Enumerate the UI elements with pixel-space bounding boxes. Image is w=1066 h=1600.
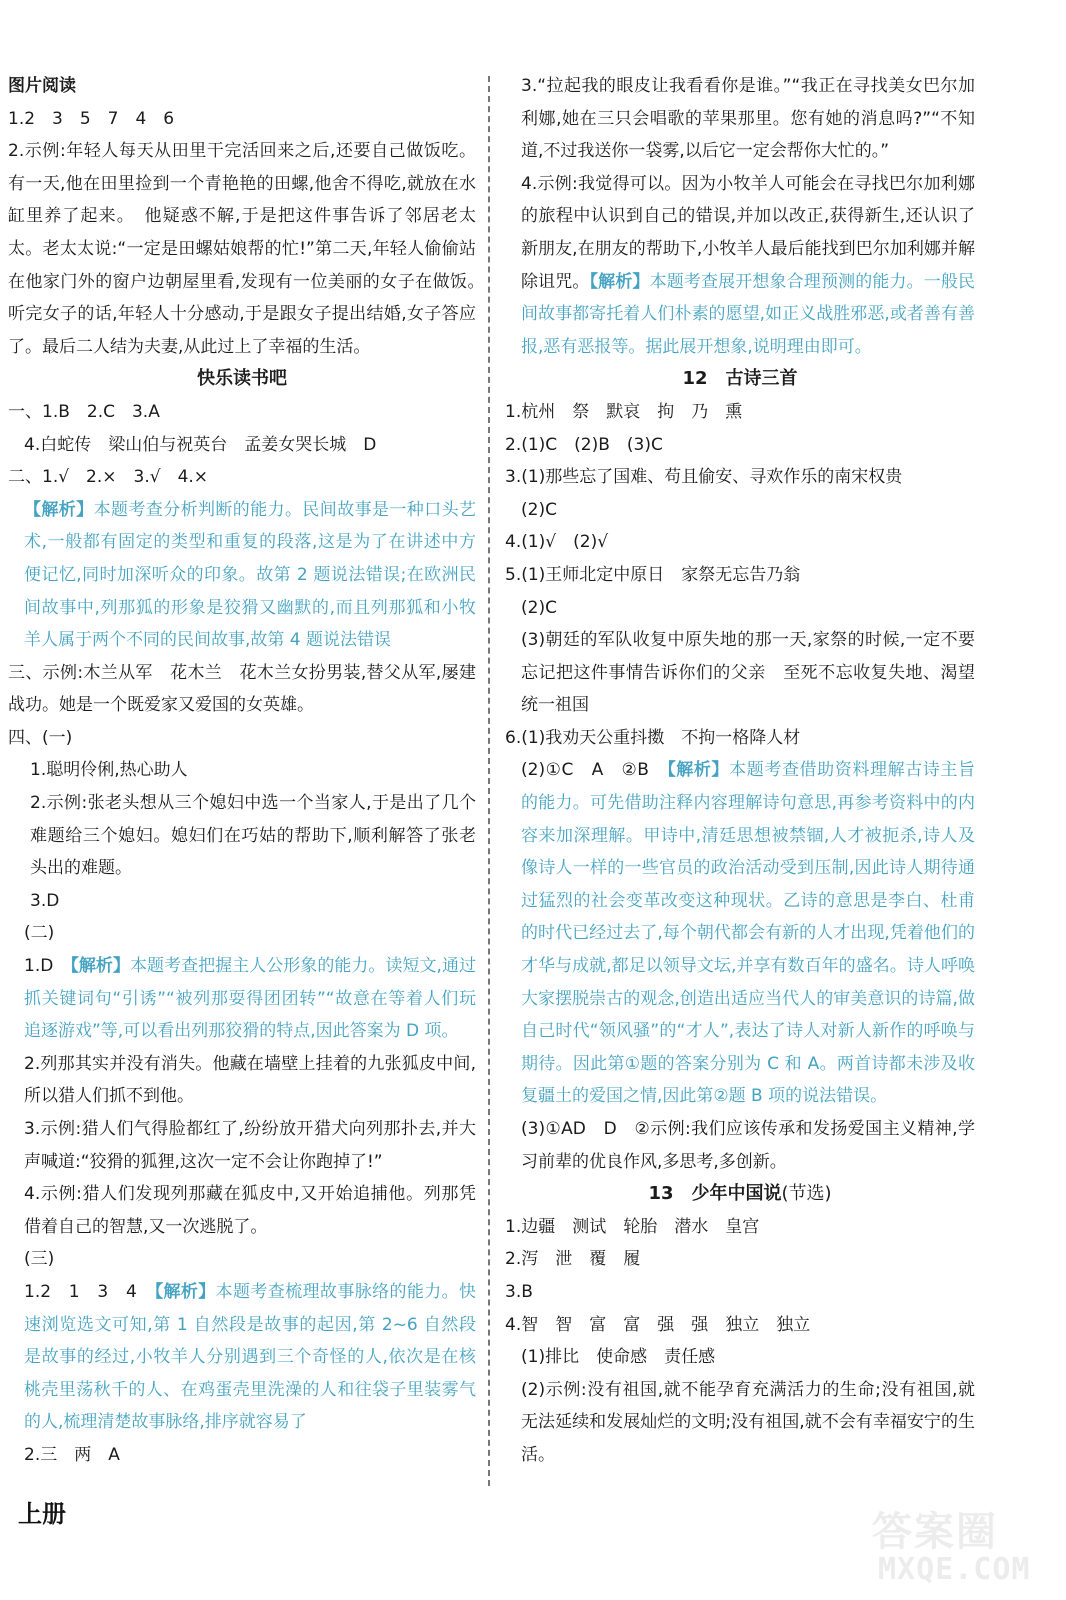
answer-line: 3.D bbox=[30, 890, 60, 911]
watermark-logo: 答案圈 bbox=[872, 1508, 998, 1555]
volume-label: 上册 bbox=[18, 1500, 66, 1528]
analysis-block bbox=[505, 754, 975, 1113]
analysis-text: 本题考查梳理故事脉络的能力。快速浏览选文可知,第 1 自然段是故事的起因,第 2~6 自然段是故事的经过,小牧羊人分别遇到三个奇怪的人,依次是在核桃壳里荡秋千的人、在鸡蛋壳里洗澡的人和往袋子里装雾气的人,梳理清楚故事脉络,排序就容易了 bbox=[24, 1281, 477, 1433]
left-column bbox=[8, 70, 493, 1472]
answer-line: (2)C bbox=[521, 499, 557, 520]
answer-paragraph: (3)朝廷的军队收复中原失地的那一天,家祭的时候,一定不要忘记把这件事情告诉你们的父亲 至死不忘收复失地、渴望统一祖国 bbox=[521, 630, 975, 716]
answer-prefix: (2)①C A ②B bbox=[521, 760, 668, 781]
answer-line: (2)C bbox=[521, 597, 557, 618]
lesson-title-13 bbox=[505, 1178, 975, 1211]
subsection-label: (二) bbox=[24, 923, 55, 944]
analysis-tag: 【解析】 bbox=[154, 1281, 216, 1302]
answer-line: 4.白蛇传 梁山伯与祝英台 孟姜女哭长城 D bbox=[24, 434, 377, 455]
answer-line: 四、(一) bbox=[8, 727, 73, 748]
answer-line: 1.杭州 祭 默哀 拘 乃 熏 bbox=[505, 401, 743, 422]
column-divider bbox=[488, 76, 490, 1486]
answer-paragraph: (2)示例:没有祖国,就不能孕育充满活力的生命;没有祖国,就无法延续和发展灿烂的文明;没有祖国,就不会有幸福安宁的生活。 bbox=[521, 1379, 975, 1465]
answer-paragraph: 4.示例:猎人们发现列那藏在狐皮中,又开始追捕他。列那凭借着自己的智慧,又一次逃脱了。 bbox=[24, 1184, 476, 1237]
answer-line: 二、1.√ 2.× 3.√ 4.× bbox=[8, 467, 209, 488]
answer-paragraph: 三、示例:木兰从军 花木兰 花木兰女扮男装,替父从军,屡建战功。她是一个既爱家又爱国的女英雄。 bbox=[8, 662, 476, 716]
analysis-tag: 【解析】 bbox=[589, 271, 650, 292]
answer-line: 4.智 智 富 富 强 强 独立 独立 bbox=[505, 1314, 811, 1335]
answer-line: 3.(1)那些忘了国难、苟且偷安、寻欢作乐的南宋权贵 bbox=[505, 467, 903, 488]
analysis-block bbox=[8, 1276, 476, 1439]
answer-paragraph: 3.“拉起我的眼皮让我看看你是谁。”“我正在寻找美女巴尔加利娜,她在三只会唱歌的苹果那里。您有她的消息吗?”“不知道,不过我送你一袋雾,以后它一定会帮你大忙的。” bbox=[521, 76, 975, 162]
analysis-tag: 【解析】 bbox=[24, 499, 94, 520]
analysis-block bbox=[8, 950, 476, 1048]
answer-line: 2.泻 泄 覆 履 bbox=[505, 1249, 641, 1270]
analysis-block bbox=[8, 494, 476, 657]
section-title-happy-reading: 快乐读书吧 bbox=[197, 368, 287, 390]
analysis-text: 本题考查分析判断的能力。民间故事是一种口头艺术,一般都有固定的类型和重复的段落,这是为了在讲述中方便记忆,同时加深听众的印象。故第 2 题说法错误;在欧洲民间故事中,列那狐的形象是狡猾又幽默的,而且列那狐和小牧羊人属于两个不同的民间故事,故第 4 题说法错误 bbox=[24, 499, 477, 651]
answer-line: 1.2 3 5 7 4 6 bbox=[8, 108, 175, 129]
analysis-text: 本题考查把握主人公形象的能力。读短文,通过抓关键词句“引诱”“被列那耍得团团转”“故意在等着人们玩追逐游戏”等,可以看出列那狡猾的特点,因此答案为 D 项。 bbox=[24, 956, 477, 1042]
answer-prefix: 1.2 1 3 4 bbox=[24, 1281, 155, 1302]
answer-text: 4.示例:我觉得可以。因为小牧羊人可能会在寻找巴尔加利娜的旅程中认识到自己的错误,并加以改正,获得新生,还认识了新朋友,在朋友的帮助下,小牧羊人最后能找到巴尔加利娜并解除诅咒。 bbox=[521, 173, 975, 292]
answer-line: (1)排比 使命感 责任感 bbox=[521, 1347, 716, 1368]
analysis-text: 本题考查借助资料理解古诗主旨的能力。可先借助注释内容理解诗句意思,再参考资料中的内容来加深理解。甲诗中,清廷思想被禁锢,人才被扼杀,诗人及像诗人一样的一些官员的政治活动受到压制,因此诗人期待通过猛烈的社会变革改变这种现状。乙诗的意思是李白、杜甫的时代已经过去了,每个朝代都会有新的人才出现,凭着他们的才华与成就,都足以领导文坛,并享有数百年的盛名。诗人呼唤大家摆脱崇古的观念,创造出适应当代人的审美意识的诗篇,做自己时代“领风骚”的“才人”,表达了诗人对新人新作的呼唤与期待。因此第①题的答案分别为 C 和 A。两首诗都未涉及收复疆土的爱国之情,因此第②题 B 项的说法错误。 bbox=[521, 760, 976, 1107]
answer-paragraph: 2.示例:年轻人每天从田里干完活回来之后,还要自己做饭吃。有一天,他在田里捡到一个青艳艳的田螺,他舍不得吃,就放在水缸里养了起来。 他疑惑不解,于是把这件事告诉了邻居老太太。老太太说:“一定是田螺姑娘帮的忙!”第二天,年轻人偷偷站在他家门外的窗户边朝屋里看,发现有一位美丽的女子在做饭。 听完女子的话,年轻人十分感动,于是跟女子提出结婚,女子答应了。最后二人结为夫妻,从此过上了幸福的生活。 bbox=[8, 141, 493, 357]
analysis-tag: 【解析】 bbox=[667, 760, 730, 781]
lesson-title-text: 13 少年中国说 bbox=[648, 1183, 782, 1205]
right-column bbox=[505, 70, 975, 1472]
answer-line: 5.(1)王师北定中原日 家祭无忘告乃翁 bbox=[505, 564, 801, 585]
answer-paragraph: 2.示例:张老头想从三个媳妇中选一个当家人,于是出了几个难题给三个媳妇。媳妇们在巧姑的帮助下,顺利解答了张老头出的难题。 bbox=[30, 793, 476, 879]
answer-paragraph: 3.示例:猎人们气得脸都红了,纷纷放开猎犬向列那扑去,并大声喊道:“狡猾的狐狸,这次一定不会让你跑掉了!” bbox=[24, 1119, 476, 1172]
answer-line: 1.聪明伶俐,热心助人 bbox=[30, 760, 188, 781]
answer-prefix: 1.D bbox=[24, 956, 71, 977]
section-heading-picture-reading: 图片阅读 bbox=[8, 76, 76, 96]
answer-line: 1.边疆 测试 轮胎 潜水 皇宫 bbox=[505, 1216, 760, 1237]
analysis-text: 本题考查展开想象合理预测的能力。一般民间故事都寄托着人们朴素的愿望,如正义战胜邪恶,或者善有善报,恶有恶报等。据此展开想象,说明理由即可。 bbox=[521, 271, 976, 357]
analysis-block bbox=[505, 168, 975, 364]
answer-line: 4.(1)√ (2)√ bbox=[505, 532, 609, 553]
answer-line: 3.B bbox=[505, 1281, 533, 1302]
answer-line: 一、1.B 2.C 3.A bbox=[8, 401, 160, 422]
watermark-url: MXQE.COM bbox=[878, 1552, 1031, 1587]
answer-paragraph: 2.列那其实并没有消失。他藏在墙壁上挂着的九张狐皮中间,所以猎人们抓不到他。 bbox=[24, 1053, 476, 1107]
subsection-label: (三) bbox=[24, 1249, 55, 1270]
answer-line: 6.(1)我劝天公重抖擞 不拘一格降人材 bbox=[505, 727, 801, 748]
answer-line: 2.三 两 A bbox=[24, 1444, 120, 1465]
watermark bbox=[872, 1500, 1052, 1590]
lesson-title-subtitle: (节选) bbox=[781, 1183, 832, 1205]
answer-paragraph: (3)①AD D ②示例:我们应该传承和发扬爱国主义精神,学习前辈的优良作风,多思考,多创新。 bbox=[521, 1119, 975, 1172]
analysis-tag: 【解析】 bbox=[70, 956, 130, 977]
lesson-title-12: 12 古诗三首 bbox=[682, 368, 798, 390]
answer-line: 2.(1)C (2)B (3)C bbox=[505, 434, 663, 455]
